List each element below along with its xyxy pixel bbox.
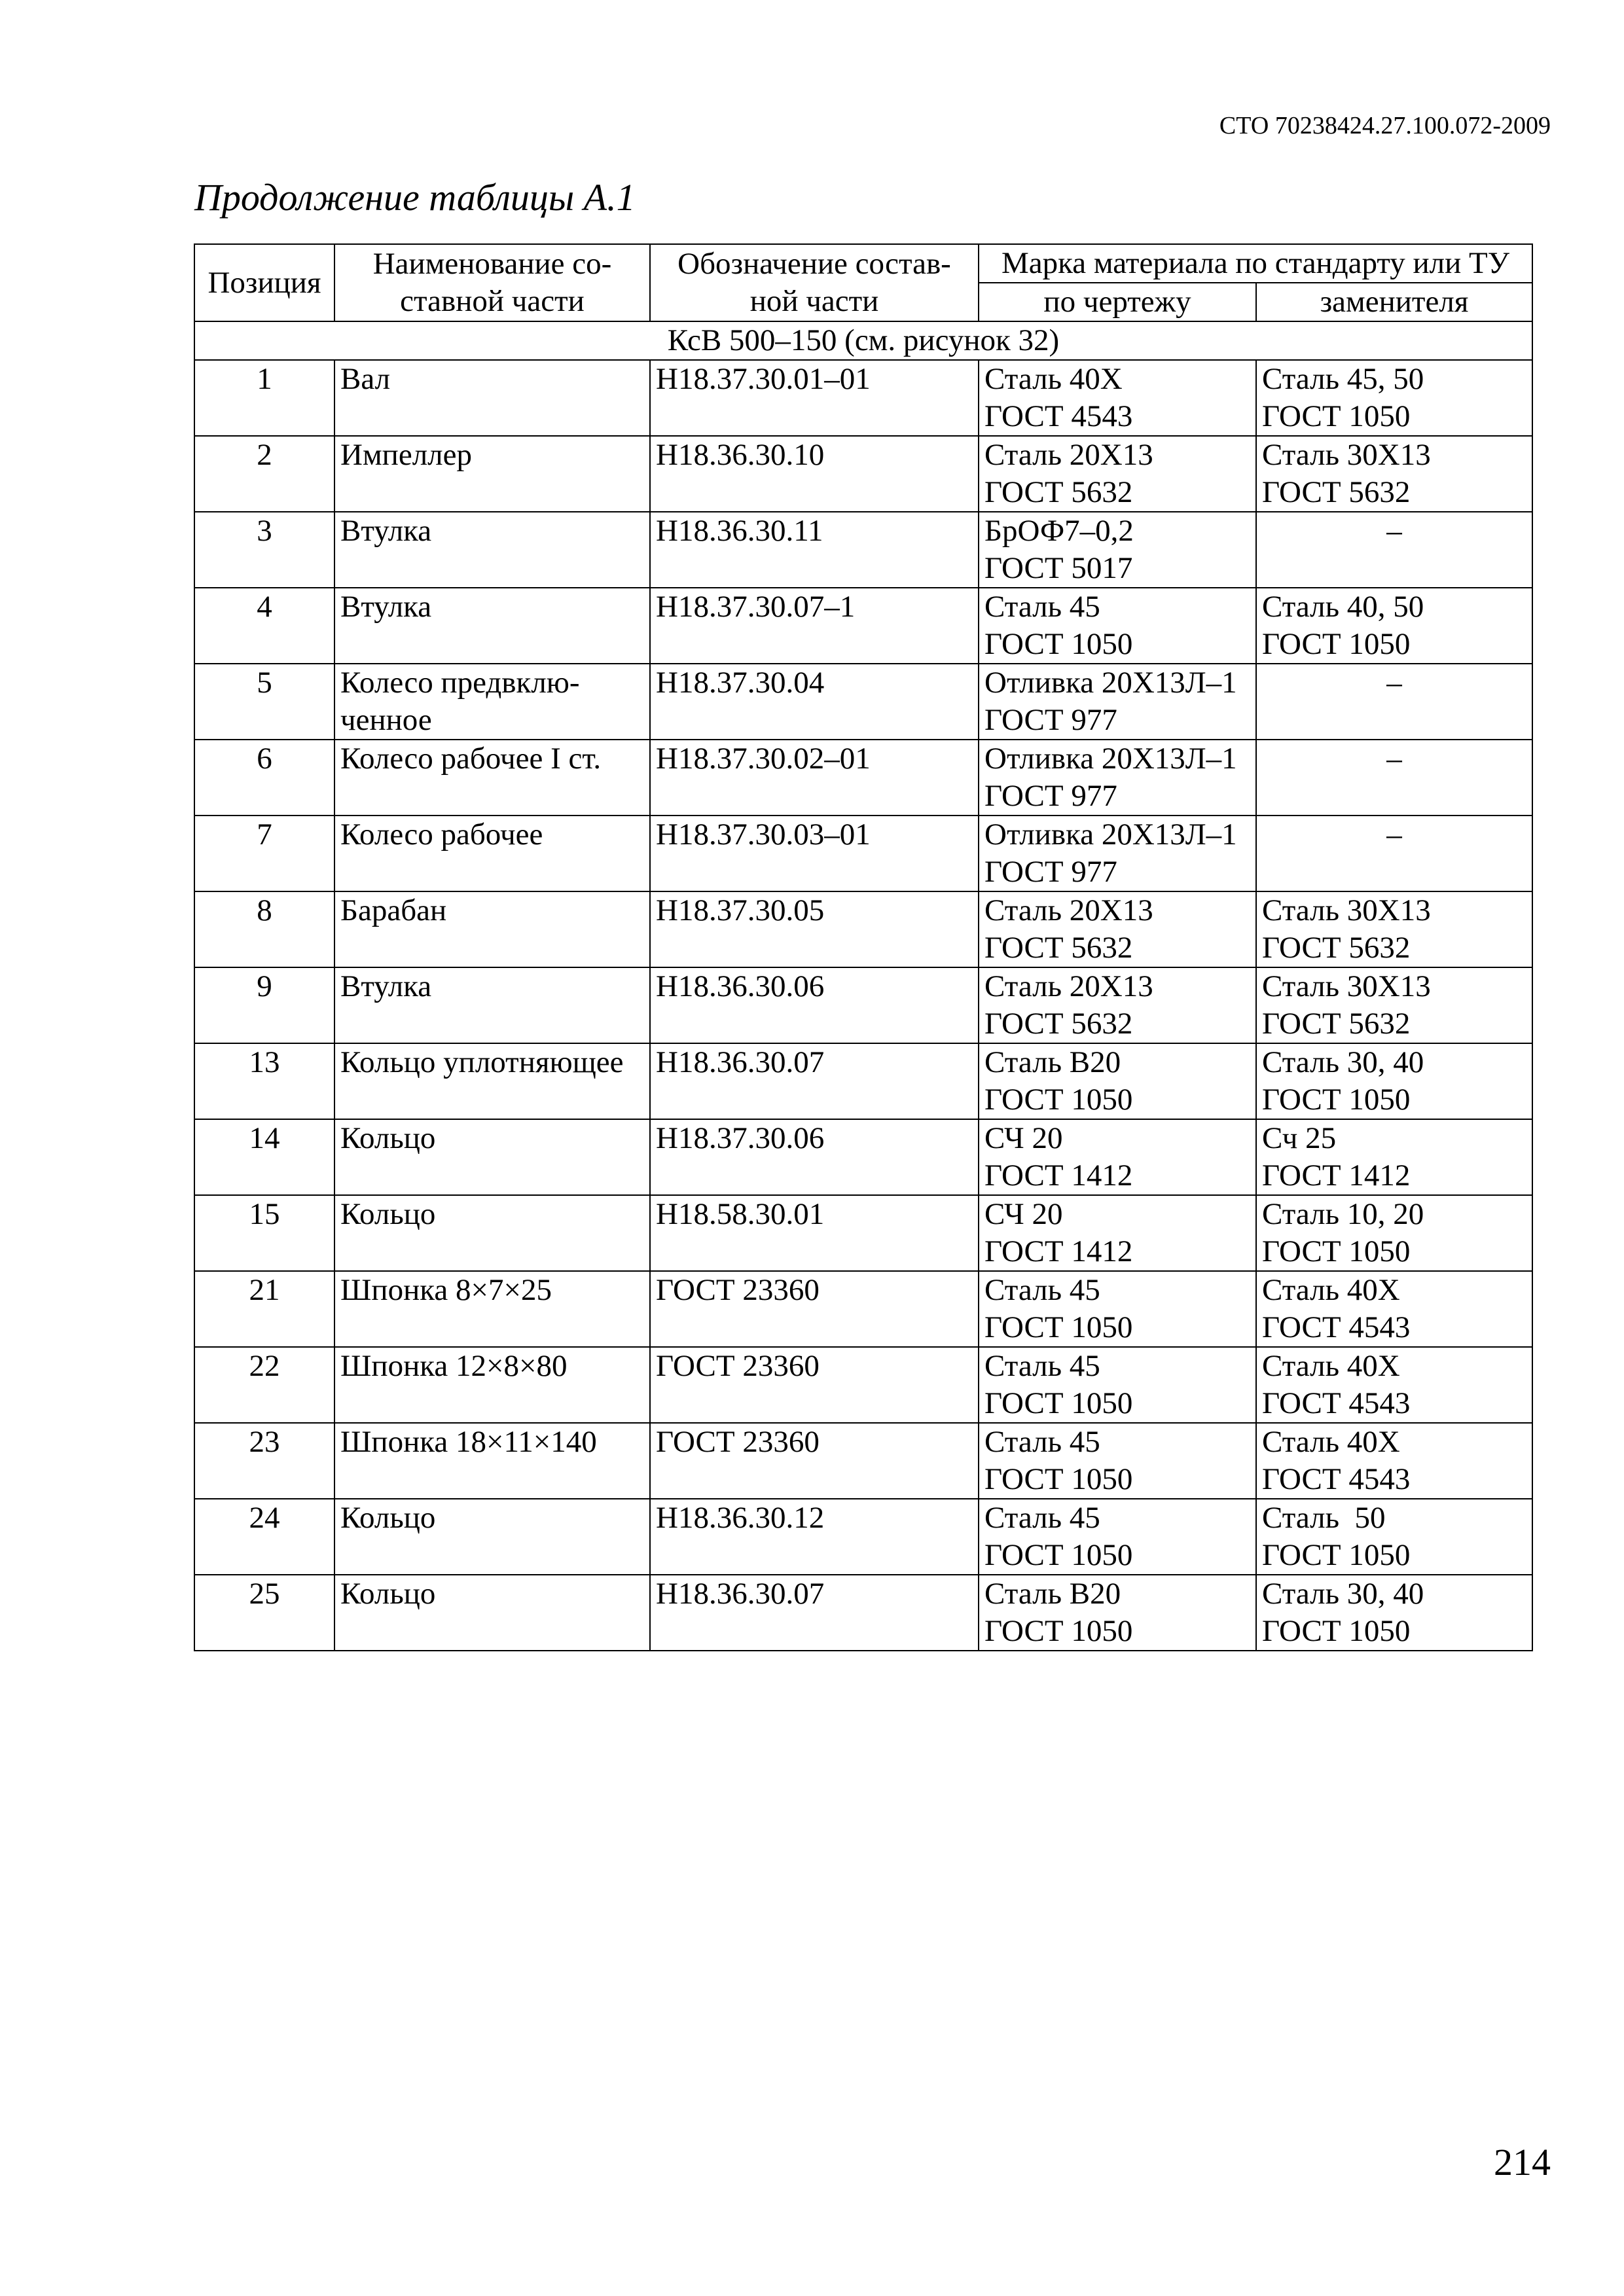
cell-designation: Н18.37.30.04 (650, 664, 979, 740)
table-caption: Продолжение таблицы А.1 (194, 176, 636, 219)
cell-material: Отливка 20Х13Л–1 ГОСТ 977 (979, 664, 1256, 740)
table-row (194, 1043, 1532, 1119)
cell-material: Сталь 45 ГОСТ 1050 (979, 1271, 1256, 1347)
cell-position: 9 (194, 967, 334, 1043)
cell-substitute: – (1256, 816, 1532, 891)
cell-designation: Н18.36.30.07 (650, 1043, 979, 1119)
cell-material: Сталь В20 ГОСТ 1050 (979, 1043, 1256, 1119)
cell-substitute: Сталь 30Х13 ГОСТ 5632 (1256, 436, 1532, 512)
table-row (194, 360, 1532, 436)
cell-substitute: Сталь 30, 40 ГОСТ 1050 (1256, 1575, 1532, 1651)
cell-position: 14 (194, 1119, 334, 1195)
cell-name: Колесо предвклю- ченное (334, 664, 650, 740)
cell-name: Шпонка 8×7×25 (334, 1271, 650, 1347)
cell-name: Барабан (334, 891, 650, 967)
cell-material: СЧ 20 ГОСТ 1412 (979, 1119, 1256, 1195)
cell-name: Кольцо (334, 1119, 650, 1195)
cell-substitute: Сталь 30Х13 ГОСТ 5632 (1256, 967, 1532, 1043)
cell-position: 22 (194, 1347, 334, 1423)
cell-material: Сталь 45 ГОСТ 1050 (979, 1347, 1256, 1423)
cell-substitute: Сталь 45, 50 ГОСТ 1050 (1256, 360, 1532, 436)
cell-designation: Н18.37.30.03–01 (650, 816, 979, 891)
cell-position: 3 (194, 512, 334, 588)
cell-substitute: Сч 25 ГОСТ 1412 (1256, 1119, 1532, 1195)
header-designation: Обозначение состав- ной части (650, 244, 979, 321)
cell-material: Сталь 20Х13 ГОСТ 5632 (979, 891, 1256, 967)
cell-name: Шпонка 12×8×80 (334, 1347, 650, 1423)
cell-designation: Н18.37.30.02–01 (650, 740, 979, 816)
page-number: 214 (1494, 2141, 1551, 2183)
cell-substitute: Сталь 40, 50 ГОСТ 1050 (1256, 588, 1532, 664)
cell-substitute: Сталь 30Х13 ГОСТ 5632 (1256, 891, 1532, 967)
cell-designation: Н18.37.30.07–1 (650, 588, 979, 664)
cell-name: Втулка (334, 512, 650, 588)
cell-position: 7 (194, 816, 334, 891)
cell-designation: Н18.58.30.01 (650, 1195, 979, 1271)
parts-table (194, 243, 1533, 1651)
cell-designation: Н18.37.30.01–01 (650, 360, 979, 436)
cell-name: Колесо рабочее (334, 816, 650, 891)
cell-substitute: Сталь 40Х ГОСТ 4543 (1256, 1347, 1532, 1423)
cell-position: 2 (194, 436, 334, 512)
document-code: СТО 70238424.27.100.072-2009 (1219, 112, 1551, 139)
header-material: Марка материала по стандарту или ТУ (979, 244, 1532, 283)
cell-substitute: – (1256, 740, 1532, 816)
cell-designation: Н18.36.30.12 (650, 1499, 979, 1575)
table-row (194, 1271, 1532, 1347)
cell-designation: Н18.36.30.10 (650, 436, 979, 512)
cell-material: Сталь 40Х ГОСТ 4543 (979, 360, 1256, 436)
cell-material: Сталь 45 ГОСТ 1050 (979, 1423, 1256, 1499)
table-row (194, 664, 1532, 740)
table-row (194, 1347, 1532, 1423)
cell-name: Импеллер (334, 436, 650, 512)
header-name: Наименование со- ставной части (334, 244, 650, 321)
cell-substitute: Сталь 50 ГОСТ 1050 (1256, 1499, 1532, 1575)
cell-position: 13 (194, 1043, 334, 1119)
cell-substitute: – (1256, 664, 1532, 740)
cell-material: Сталь 20Х13 ГОСТ 5632 (979, 436, 1256, 512)
cell-substitute: Сталь 30, 40 ГОСТ 1050 (1256, 1043, 1532, 1119)
cell-material: Сталь В20 ГОСТ 1050 (979, 1575, 1256, 1651)
cell-substitute: Сталь 40Х ГОСТ 4543 (1256, 1271, 1532, 1347)
table-row (194, 588, 1532, 664)
cell-material: БрОФ7–0,2 ГОСТ 5017 (979, 512, 1256, 588)
cell-name: Кольцо (334, 1499, 650, 1575)
table-row (194, 1423, 1532, 1499)
cell-position: 6 (194, 740, 334, 816)
cell-name: Втулка (334, 967, 650, 1043)
cell-designation: Н18.36.30.06 (650, 967, 979, 1043)
cell-designation: Н18.36.30.07 (650, 1575, 979, 1651)
cell-material: Сталь 45 ГОСТ 1050 (979, 588, 1256, 664)
cell-material: Сталь 45 ГОСТ 1050 (979, 1499, 1256, 1575)
cell-name: Втулка (334, 588, 650, 664)
cell-name: Шпонка 18×11×140 (334, 1423, 650, 1499)
table-row (194, 512, 1532, 588)
table-row (194, 436, 1532, 512)
cell-position: 24 (194, 1499, 334, 1575)
section-title: КсВ 500–150 (см. рисунок 32) (194, 321, 1532, 360)
table-row (194, 967, 1532, 1043)
cell-designation: Н18.36.30.11 (650, 512, 979, 588)
header-by-drawing: по чертежу (979, 283, 1256, 321)
cell-substitute: Сталь 10, 20 ГОСТ 1050 (1256, 1195, 1532, 1271)
cell-position: 15 (194, 1195, 334, 1271)
table-row (194, 891, 1532, 967)
cell-position: 21 (194, 1271, 334, 1347)
cell-designation: ГОСТ 23360 (650, 1423, 979, 1499)
cell-designation: ГОСТ 23360 (650, 1271, 979, 1347)
table-row (194, 816, 1532, 891)
cell-position: 4 (194, 588, 334, 664)
table-row (194, 1119, 1532, 1195)
cell-substitute: Сталь 40Х ГОСТ 4543 (1256, 1423, 1532, 1499)
cell-name: Вал (334, 360, 650, 436)
cell-position: 25 (194, 1575, 334, 1651)
cell-designation: ГОСТ 23360 (650, 1347, 979, 1423)
cell-name: Кольцо (334, 1195, 650, 1271)
cell-designation: Н18.37.30.06 (650, 1119, 979, 1195)
header-position: Позиция (194, 244, 334, 321)
cell-position: 1 (194, 360, 334, 436)
cell-material: Отливка 20Х13Л–1 ГОСТ 977 (979, 740, 1256, 816)
cell-position: 5 (194, 664, 334, 740)
table-row (194, 1195, 1532, 1271)
cell-position: 8 (194, 891, 334, 967)
cell-position: 23 (194, 1423, 334, 1499)
cell-material: Отливка 20Х13Л–1 ГОСТ 977 (979, 816, 1256, 891)
cell-substitute: – (1256, 512, 1532, 588)
header-substitute: заменителя (1256, 283, 1532, 321)
table-row (194, 1575, 1532, 1651)
cell-material: СЧ 20 ГОСТ 1412 (979, 1195, 1256, 1271)
cell-name: Кольцо уплотняющее (334, 1043, 650, 1119)
cell-name: Колесо рабочее I ст. (334, 740, 650, 816)
table-row (194, 1499, 1532, 1575)
cell-material: Сталь 20Х13 ГОСТ 5632 (979, 967, 1256, 1043)
cell-designation: Н18.37.30.05 (650, 891, 979, 967)
table-row (194, 740, 1532, 816)
cell-name: Кольцо (334, 1575, 650, 1651)
